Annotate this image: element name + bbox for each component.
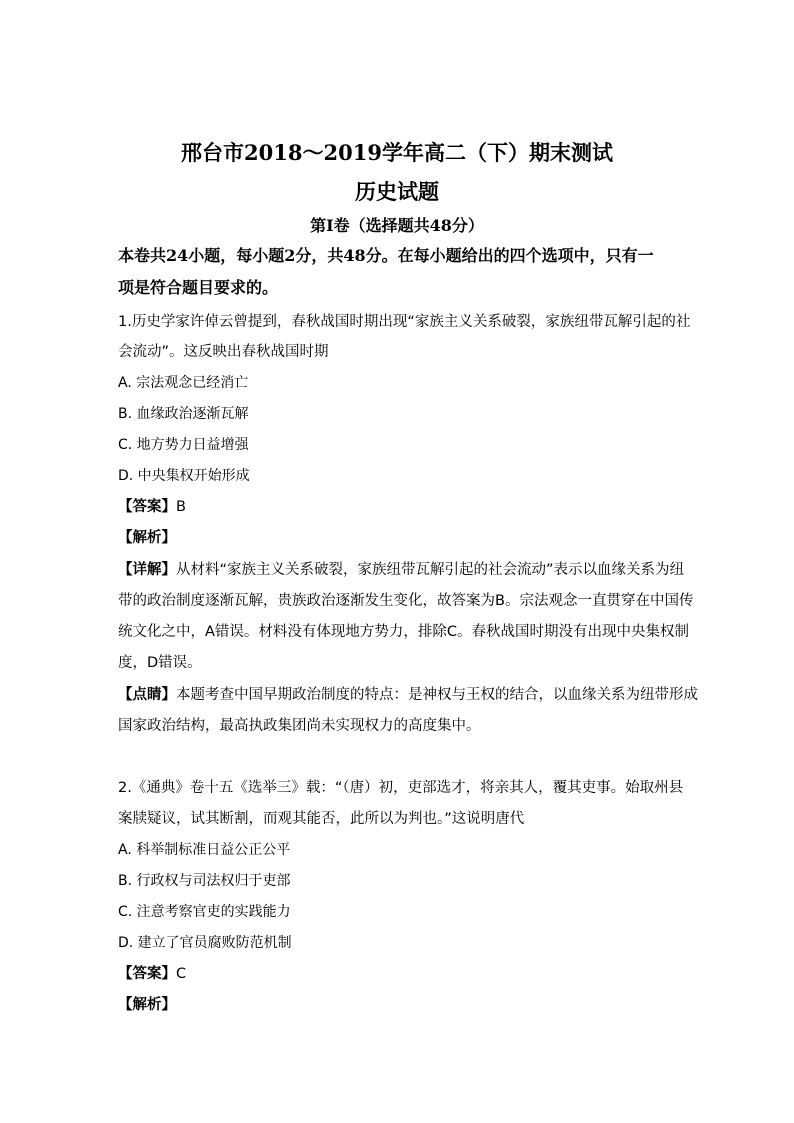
detail-label: 【详解】 bbox=[118, 562, 176, 578]
q1-stem-line-2: 会流动”。这反映出春秋战国时期 bbox=[118, 344, 329, 360]
detail-text-1: 从材料“家族主义关系破裂，家族纽带瓦解引起的社会流动”表示以血缘关系为纽 bbox=[176, 562, 685, 578]
q2-option-d: D. 建立了官员腐败防范机制 bbox=[118, 935, 292, 951]
q2-option-a: A. 科举制标准日益公正公平 bbox=[118, 842, 291, 858]
comment-label: 【点睛】 bbox=[118, 687, 176, 703]
answer-label: 【答案】 bbox=[118, 966, 176, 982]
q1-detail-line-3: 统文化之中，A错误。材料没有体现地方势力，排除C。春秋战国时期没有出现中央集权制 bbox=[118, 624, 690, 640]
q2-analysis-label bbox=[118, 995, 678, 1015]
q2-stem-line-1: 2.《通典》卷十五《选举三》载：“（唐）初，吏部选才，将亲其人，覆其吏事。始取州县 bbox=[118, 780, 684, 796]
intro-line-2: 项是符合题目要求的。 bbox=[118, 278, 279, 297]
answer-value: C bbox=[176, 966, 187, 982]
q2-answer bbox=[118, 964, 678, 984]
comment-text-1: 本题考查中国早期政治制度的特点：是神权与王权的结合，以血缘关系为纽带形成 bbox=[176, 687, 698, 703]
q1-stem-line-1: 1.历史学家许倬云曾提到，春秋战国时期出现“家族主义关系破裂，家族纽带瓦解引起的社 bbox=[118, 314, 691, 330]
analysis-label: 【解析】 bbox=[118, 997, 176, 1013]
q1-comment-line-2: 国家政治结构，最高执政集团尚未实现权力的高度集中。 bbox=[118, 718, 481, 734]
q1-detail-line-4: 度，D错误。 bbox=[118, 655, 202, 671]
q1-comment-line-1 bbox=[118, 685, 698, 705]
q1-analysis-label bbox=[118, 528, 678, 548]
answer-value: B bbox=[176, 499, 186, 515]
q1-option-d: D. 中央集权开始形成 bbox=[118, 468, 250, 484]
analysis-label: 【解析】 bbox=[118, 530, 176, 546]
q1-option-a: A. 宗法观念已经消亡 bbox=[118, 375, 249, 391]
exam-subtitle: 历史试题 bbox=[355, 179, 439, 204]
q2-option-b: B. 行政权与司法权归于吏部 bbox=[118, 873, 291, 889]
section-heading: 第Ⅰ卷（选择题共48分） bbox=[310, 216, 484, 235]
q1-answer bbox=[118, 497, 678, 517]
q1-detail-line-1 bbox=[118, 560, 685, 580]
q1-option-b: B. 血缘政治逐渐瓦解 bbox=[118, 406, 249, 422]
q1-detail-line-2: 带的政治制度逐渐瓦解，贵族政治逐渐发生变化，故答案为B。宗法观念一直贯穿在中国传 bbox=[118, 593, 694, 609]
q2-option-c: C. 注意考察官吏的实践能力 bbox=[118, 904, 291, 920]
answer-label: 【答案】 bbox=[118, 499, 176, 515]
q1-option-c: C. 地方势力日益增强 bbox=[118, 437, 249, 453]
exam-title: 邢台市2018～2019学年高二（下）期末测试 bbox=[181, 140, 613, 165]
intro-line-1: 本卷共24小题，每小题2分，共48分。在每小题给出的四个选项中，只有一 bbox=[118, 246, 654, 265]
q2-stem-line-2: 案牍疑议，试其断割，而观其能否，此所以为判也。”这说明唐代 bbox=[118, 811, 525, 827]
